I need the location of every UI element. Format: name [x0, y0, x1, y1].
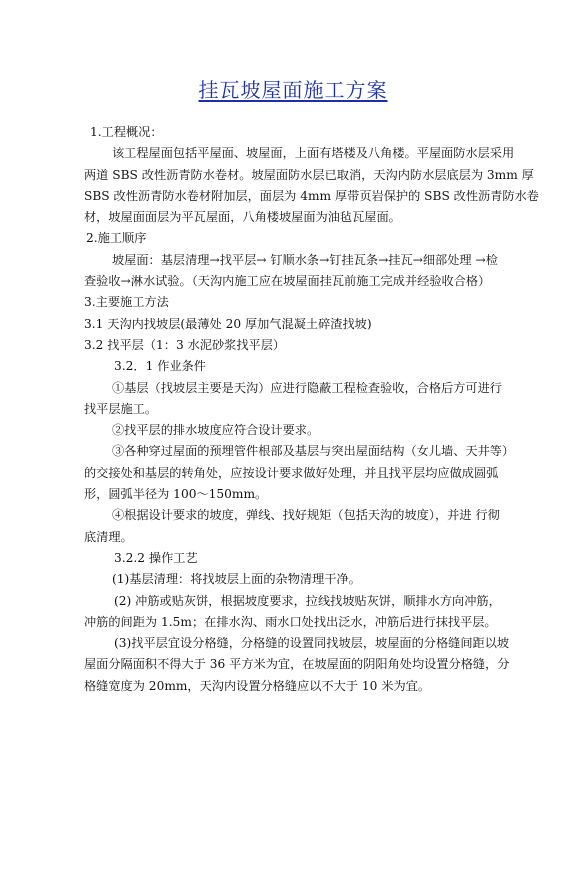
document-title: 挂瓦坡屋面施工方案: [198, 78, 388, 102]
section-heading: 2.施工顺序: [86, 231, 147, 246]
paragraph-line: ①基层（找坡层主要是天沟）应进行隐蔽工程检查验收，合格后方可进行: [112, 380, 502, 395]
subsubsection-heading: 3.2．1 作业条件: [114, 359, 206, 374]
paragraph-line: 的交接处和基层的转角处，应按设计要求做好处理，并且找平层均应做成圆弧: [84, 465, 499, 480]
section-heading: 3.主要施工方法: [84, 295, 169, 310]
paragraph-line: (2) 冲筋或贴灰饼，根据坡度要求，拉线找坡贴灰饼，顺排水方向冲筋，: [114, 593, 501, 608]
paragraph-line: 形，圆弧半径为 100～150mm。: [84, 487, 268, 502]
paragraph-line: 底清理。: [84, 529, 133, 544]
paragraph-line: ④根据设计要求的坡度，弹线、找好规矩（包括天沟的坡度），并进 行彻: [112, 508, 500, 523]
paragraph-line: SBS 改性沥青防水卷材附加层，面层为 4mm 厚带页岩保护的 SBS 改性沥青防水卷: [84, 188, 539, 203]
subsection-heading: 3.1 天沟内找坡层(最薄处 20 厚加气混凝土碎渣找坡): [84, 316, 372, 331]
paragraph-line: 格缝宽度为 20mm，天沟内设置分格缝应以不大于 10 米为宜。: [84, 678, 431, 693]
document-body: [84, 122, 539, 697]
paragraph-line: 材，坡屋面面层为平瓦屋面，八角楼坡屋面为油毡瓦屋面。: [84, 210, 401, 225]
paragraph-line: 两道 SBS 改性沥青防水卷材。坡屋面防水层已取消，天沟内防水层底层为 3mm 厚: [84, 167, 534, 182]
paragraph-line: 屋面分隔面积不得大于 36 平方米为宜，在坡屋面的阴阳角处均设置分格缝，分: [84, 657, 510, 672]
section-heading: 1.工程概况：: [90, 125, 163, 139]
paragraph-line: (1)基层清理：将找坡层上面的杂物清理干净。: [112, 572, 361, 587]
paragraph-line: 找平层施工。: [84, 401, 158, 416]
subsubsection-heading: 3.2.2 操作工艺: [114, 550, 198, 565]
paragraph-line: 坡屋面：基层清理→找平层→ 钉顺水条→钉挂瓦条→挂瓦→细部处理 →检: [112, 252, 498, 267]
paragraph-line: (3)找平层宜设分格缝，分格缝的设置同找坡层，坡屋面的分格缝间距以坡: [114, 636, 510, 651]
paragraph-line: 冲筋的间距为 1.5m；在排水沟、雨水口处找出泛水，冲筋后进行抹找平层。: [84, 614, 497, 629]
paragraph-line: ③各种穿过屋面的预埋管件根部及基层与突出屋面结构（女儿墙、天井等）: [112, 444, 515, 459]
paragraph-line: ②找平层的排水坡度应符合设计要求。: [112, 423, 320, 438]
document-page: [0, 74, 580, 894]
paragraph-line: 该工程屋面包括平屋面、坡屋面，上面有塔楼及八角楼。平屋面防水层采用: [112, 146, 515, 161]
paragraph-line: 查验收→淋水试验。（天沟内施工应在坡屋面挂瓦前施工完成并经验收合格）: [84, 274, 491, 289]
subsection-heading: 3.2 找平层（1：3 水泥砂浆找平层）: [84, 337, 286, 352]
